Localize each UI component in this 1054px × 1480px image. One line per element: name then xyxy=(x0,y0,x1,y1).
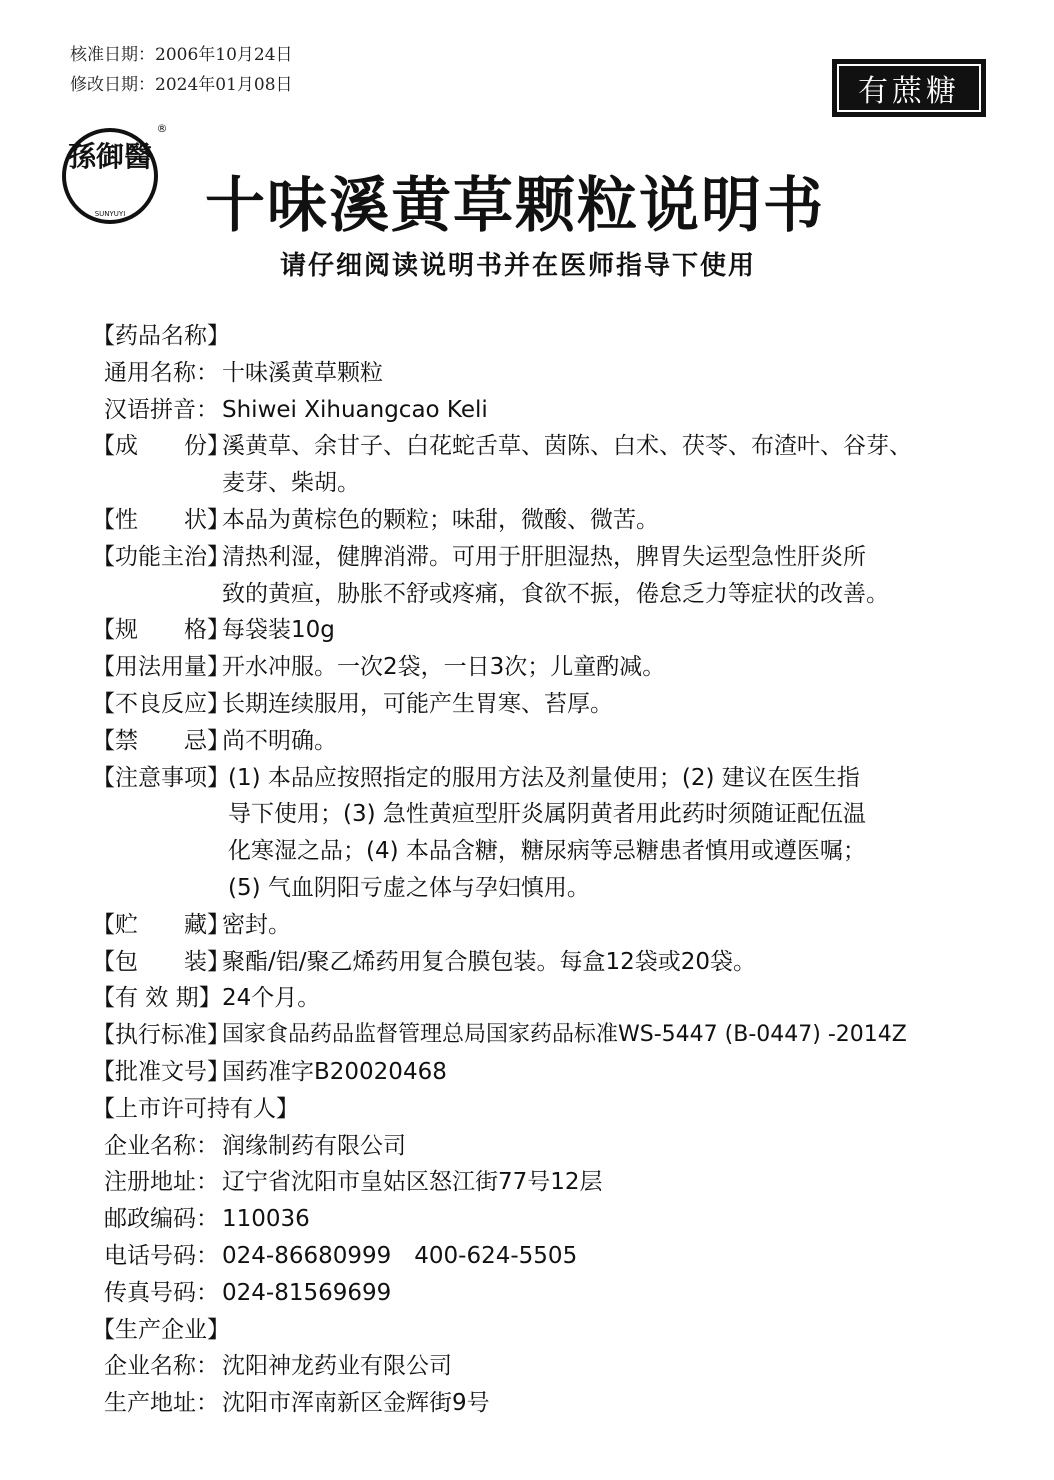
section-drug-name xyxy=(92,318,1032,355)
section-value: (1) 本品应按照指定的服用方法及剂量使用；(2) 建议在医生指 导下使用；(3) 急性黄疸型肝炎属阴黄者用此药时须随证配伍温 化寒湿之品；(4) 本品含糖，糖尿病等忌糖患者慎用或遵医嘱； (5) 气血阴阳亏虚之体与孕妇慎用。 xyxy=(228,764,866,901)
field-label: 注册地址： xyxy=(104,1169,219,1196)
section-value: 聚酯/铝/聚乙烯药用复合膜包装。每盒12袋或20袋。 xyxy=(222,948,757,975)
field-value: 辽宁省沈阳市皇姑区怒江街77号12层 xyxy=(222,1169,603,1196)
field-label: 生产地址： xyxy=(104,1390,219,1417)
field-label: 电话号码： xyxy=(104,1242,219,1269)
section-label: 【有 效 期】 xyxy=(92,985,222,1012)
section-value: 24个月。 xyxy=(222,985,321,1012)
section-label: 【贮 藏】 xyxy=(92,911,230,938)
field-value: 024-86680999 400-624-5505 xyxy=(222,1242,578,1269)
revision-date: 修改日期：2024年01月08日 xyxy=(70,75,293,95)
field-label: 企业名称： xyxy=(104,1353,219,1380)
section-label: 【药品名称】 xyxy=(92,323,230,349)
field-value: 十味溪黄草颗粒 xyxy=(222,359,383,386)
section-shelf-life xyxy=(92,980,1032,1017)
field-holder-fax xyxy=(92,1275,1032,1312)
field-value: 沈阳神龙药业有限公司 xyxy=(222,1353,452,1380)
instruction-body xyxy=(92,318,1032,1422)
field-label: 通用名称： xyxy=(104,359,219,386)
sugar-badge: 有蔗糖 xyxy=(832,59,986,117)
section-label: 【功能主治】 xyxy=(92,543,230,570)
registered-mark: ® xyxy=(156,122,168,135)
section-appearance xyxy=(92,502,1032,539)
section-specification xyxy=(92,612,1032,649)
section-precautions xyxy=(92,760,1032,907)
approval-date: 核准日期：2006年10月24日 xyxy=(70,45,293,65)
section-value: 尚不明确。 xyxy=(222,727,337,754)
field-manufacturer-address xyxy=(92,1385,1032,1422)
section-label: 【不良反应】 xyxy=(92,690,230,717)
date-block xyxy=(70,40,293,100)
page-title: 十味溪黄草颗粒说明书 xyxy=(205,171,825,241)
section-label: 【性 状】 xyxy=(92,506,230,533)
section-value: 每袋装10g xyxy=(222,617,335,644)
section-standard xyxy=(92,1017,1032,1054)
section-value: 溪黄草、余甘子、白花蛇舌草、茵陈、白术、茯苓、布渣叶、谷芽、 麦芽、柴胡。 xyxy=(222,433,912,497)
section-dosage xyxy=(92,649,1032,686)
section-ingredients xyxy=(92,428,1032,502)
field-holder-company xyxy=(92,1128,1032,1165)
section-value: 长期连续服用，可能产生胃寒、苔厚。 xyxy=(222,690,613,717)
field-holder-address xyxy=(92,1164,1032,1201)
section-label: 【批准文号】 xyxy=(92,1058,230,1085)
field-label: 邮政编码： xyxy=(104,1206,219,1233)
field-label: 传真号码： xyxy=(104,1279,219,1306)
section-label: 【规 格】 xyxy=(92,617,230,644)
field-value: 110036 xyxy=(222,1206,310,1233)
field-label: 企业名称： xyxy=(104,1132,219,1159)
section-storage xyxy=(92,907,1032,944)
field-value: Shiwei Xihuangcao Keli xyxy=(222,396,488,423)
section-value: 开水冲服。一次2袋，一日3次；儿童酌减。 xyxy=(222,654,666,681)
section-value: 本品为黄棕色的颗粒；味甜，微酸、微苦。 xyxy=(222,506,659,533)
section-label: 【上市许可持有人】 xyxy=(92,1095,299,1122)
section-label: 【生产企业】 xyxy=(92,1316,230,1343)
logo-text: 孫御醫 xyxy=(67,140,153,173)
section-adverse-reactions xyxy=(92,686,1032,723)
section-value: 清热利湿，健脾消滞。可用于肝胆湿热，脾胃失运型急性肝炎所 致的黄疸，胁胀不舒或疼痛，食欲不振，倦怠乏力等症状的改善。 xyxy=(222,543,889,607)
field-holder-postcode xyxy=(92,1201,1032,1238)
section-label: 【包 装】 xyxy=(92,948,230,975)
field-pinyin xyxy=(92,392,1032,429)
section-approval-number xyxy=(92,1054,1032,1091)
section-label: 【用法用量】 xyxy=(92,654,230,681)
section-contraindications xyxy=(92,723,1032,760)
section-label: 【禁 忌】 xyxy=(92,727,230,754)
field-value: 沈阳市浑南新区金辉街9号 xyxy=(222,1390,490,1417)
section-label: 【成 份】 xyxy=(92,433,230,460)
field-value: 润缘制药有限公司 xyxy=(222,1132,406,1159)
field-generic-name xyxy=(92,355,1032,392)
section-label: 【注意事项】 xyxy=(92,764,230,791)
field-value: 024-81569699 xyxy=(222,1279,392,1306)
section-value: 国药准字B20020468 xyxy=(222,1058,447,1085)
section-packaging xyxy=(92,944,1032,981)
section-value: 国家食品药品监督管理总局国家药品标准WS-5447 (B-0447) -2014Z xyxy=(222,1022,907,1048)
logo-subtext: SUNYUYI xyxy=(94,210,126,218)
field-manufacturer-company xyxy=(92,1348,1032,1385)
field-holder-phone xyxy=(92,1238,1032,1275)
section-value: 密封。 xyxy=(222,911,291,938)
page-subtitle: 请仔细阅读说明书并在医师指导下使用 xyxy=(280,251,757,281)
section-license-holder xyxy=(92,1091,1032,1128)
field-label: 汉语拼音： xyxy=(104,396,219,423)
section-manufacturer xyxy=(92,1312,1032,1349)
brand-logo xyxy=(60,118,172,230)
section-indications xyxy=(92,539,1032,613)
section-label: 【执行标准】 xyxy=(92,1022,230,1049)
